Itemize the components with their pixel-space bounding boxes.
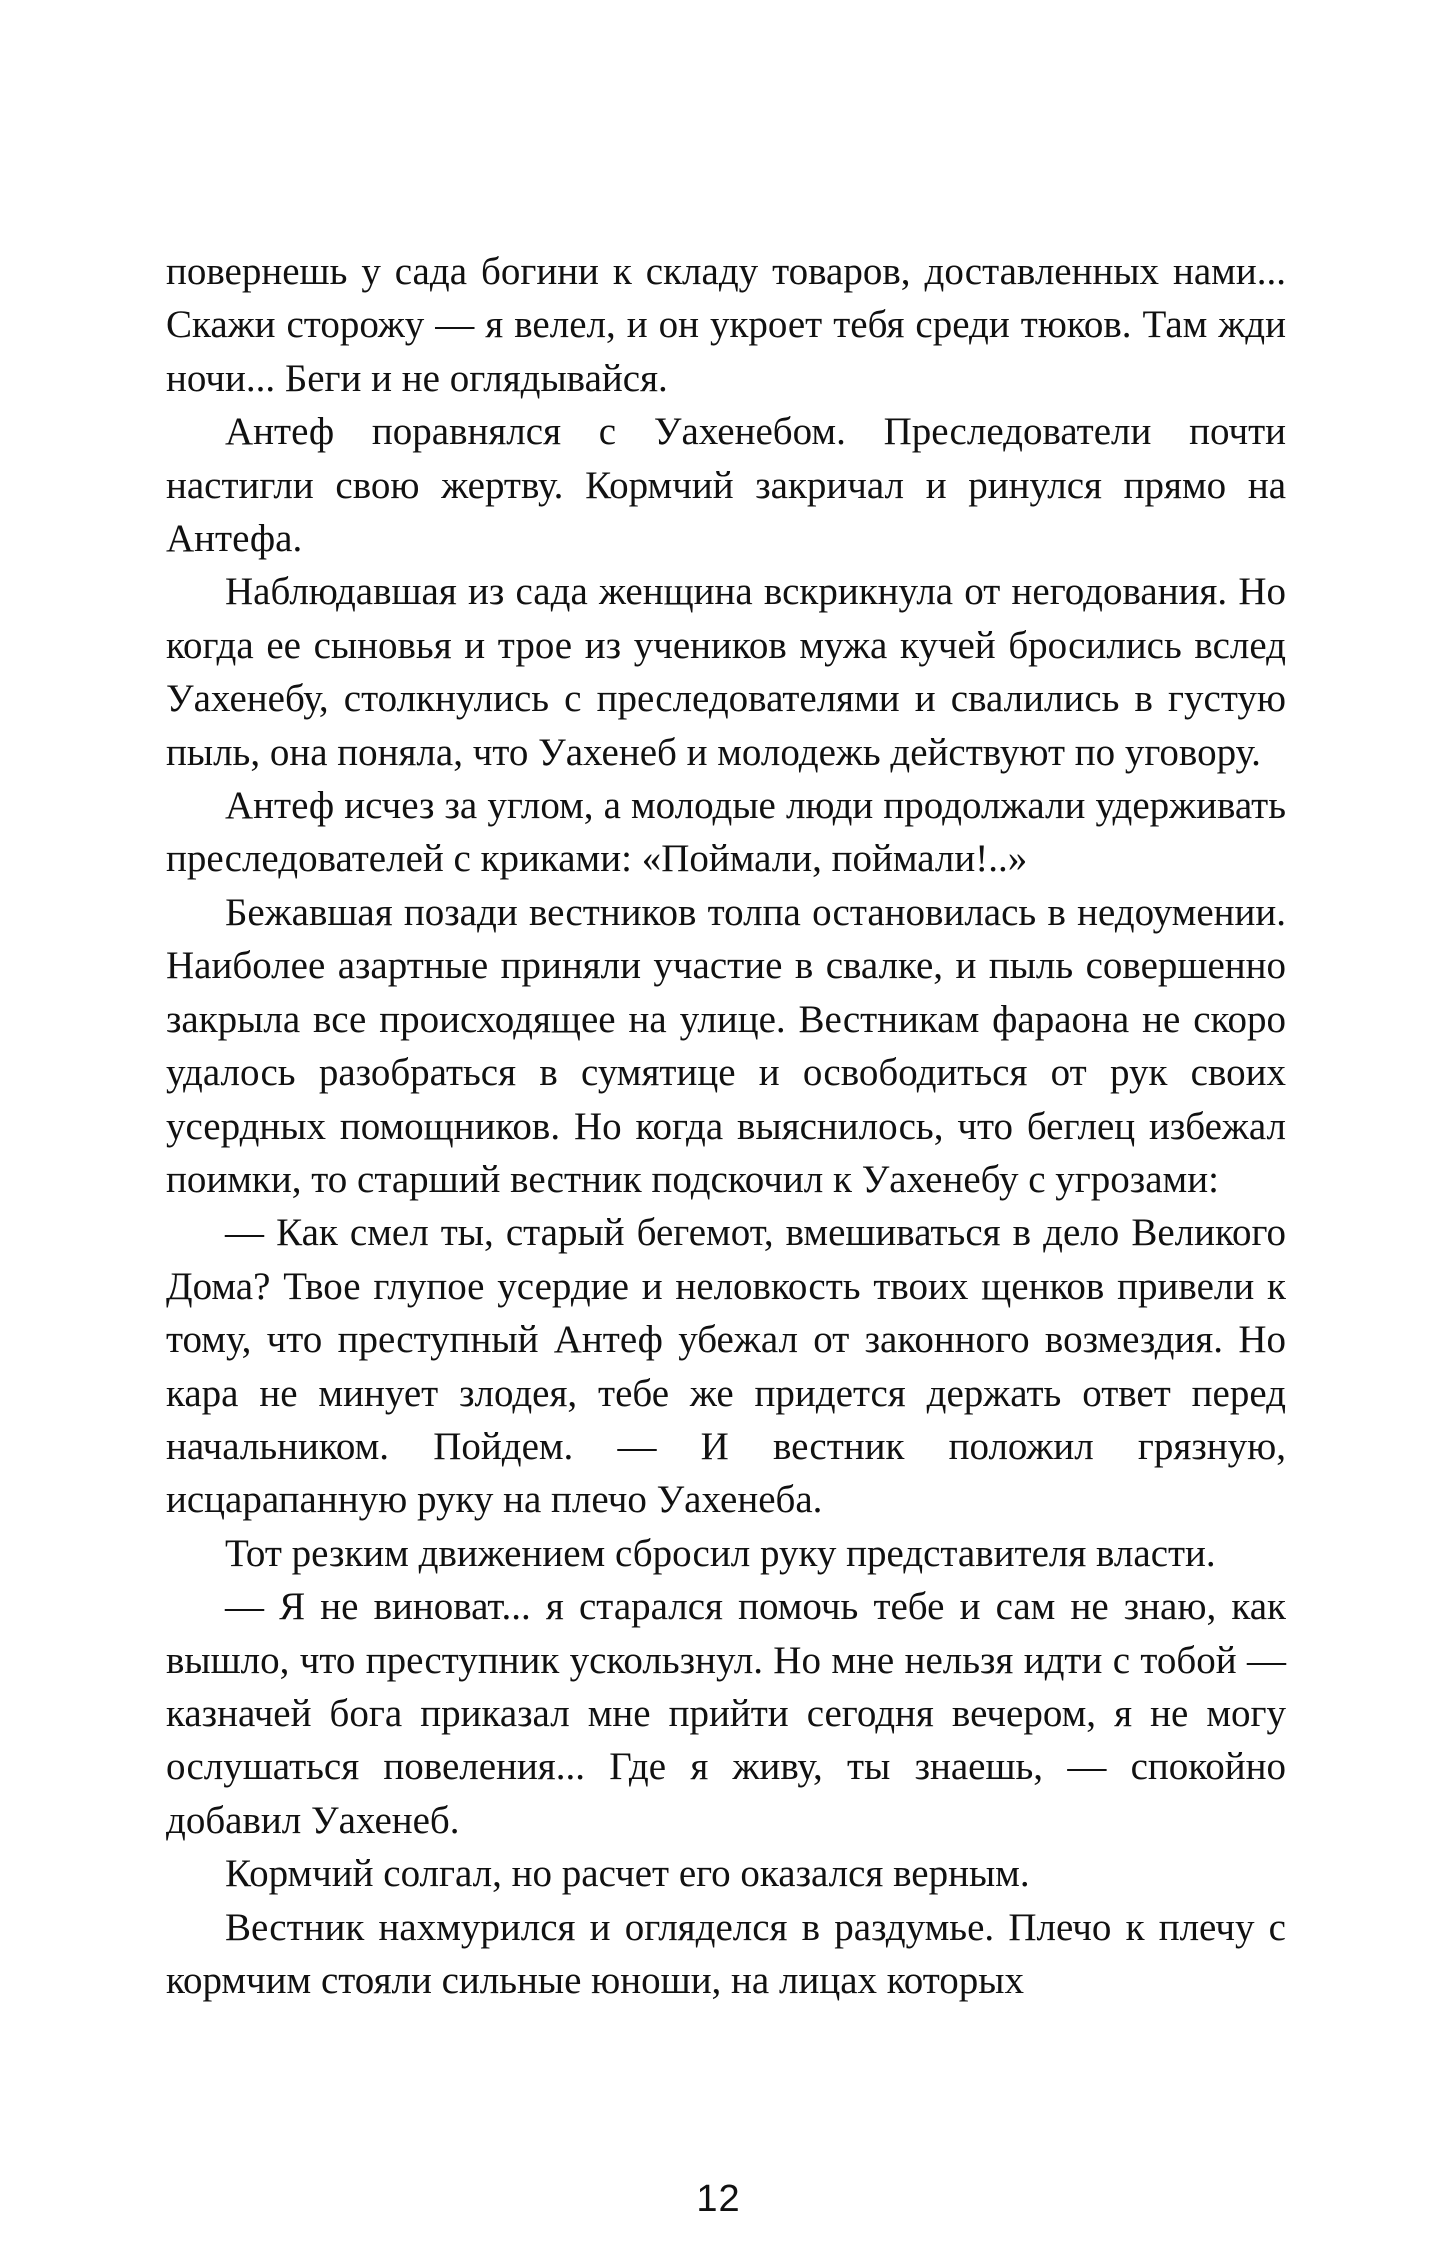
paragraph-9: Кормчий солгал, но расчет его оказался верным. — [225, 1852, 1030, 1896]
paragraph-5: Бежавшая позади вестников толпа остановилась в недоумении. Наиболее азартные приняли участие в свалке, и пыль совершенно закрыла все происходящее на улице. Вестникам фараона не скоро удалось разобраться в сумятице и освободиться от рук своих усердных помощников. Но когда выяснилось, что беглец избежал поимки, то старший вестник подскочил к Уахенебу с угрозами: — [166, 890, 1286, 1201]
paragraph-2: Антеф поравнялся с Уахенебом. Преследователи почти настигли свою жертву. Кормчий закричал и ринулся прямо на Антефа. — [166, 410, 1286, 561]
paragraph-8: — Я не виноват... я старался помочь тебе и сам не знаю, как вышло, что преступник ускользнул. Но мне нельзя идти с тобой — казначей бога приказал мне прийти сегодня вечером, я не могу ослушаться повеления... Где я живу, ты знаешь, — спокойно добавил Уахенеб. — [166, 1585, 1286, 1842]
paragraph-7: Тот резким движением сбросил руку представителя власти. — [225, 1531, 1216, 1575]
paragraph-6: — Как смел ты, старый бегемот, вмешиваться в дело Великого Дома? Твое глупое усердие и неловкость твоих щенков привели к тому, что преступный Антеф убежал от законного возмездия. Но кара не минует злодея, тебе же придется держать ответ перед начальником. Пойдем. — И вестник положил грязную, исцарапанную руку на плечо Уахенеба. — [166, 1211, 1286, 1522]
page-text — [166, 245, 1286, 2007]
page-number: 12 — [696, 2178, 741, 2220]
paragraph-1: повернешь у сада богини к складу товаров, доставленных нами... Скажи сторожу — я велел, и он укроет тебя среди тюков. Там жди ночи... Беги и не оглядывайся. — [166, 250, 1286, 400]
paragraph-10: Вестник нахмурился и огляделся в раздумье. Плечо к плечу с кормчим стояли сильные юноши, на лицах которых — [166, 1905, 1286, 2002]
paragraph-3: Наблюдавшая из сада женщина вскрикнула от негодования. Но когда ее сыновья и трое из учеников мужа кучей бросились вслед Уахенебу, столкнулись с преследователями и свалились в густую пыль, она поняла, что Уахенеб и молодежь действуют по уговору. — [166, 570, 1286, 774]
paragraph-4: Антеф исчез за углом, а молодые люди продолжали удерживать преследователей с криками: «Поймали, поймали!..» — [166, 784, 1286, 881]
